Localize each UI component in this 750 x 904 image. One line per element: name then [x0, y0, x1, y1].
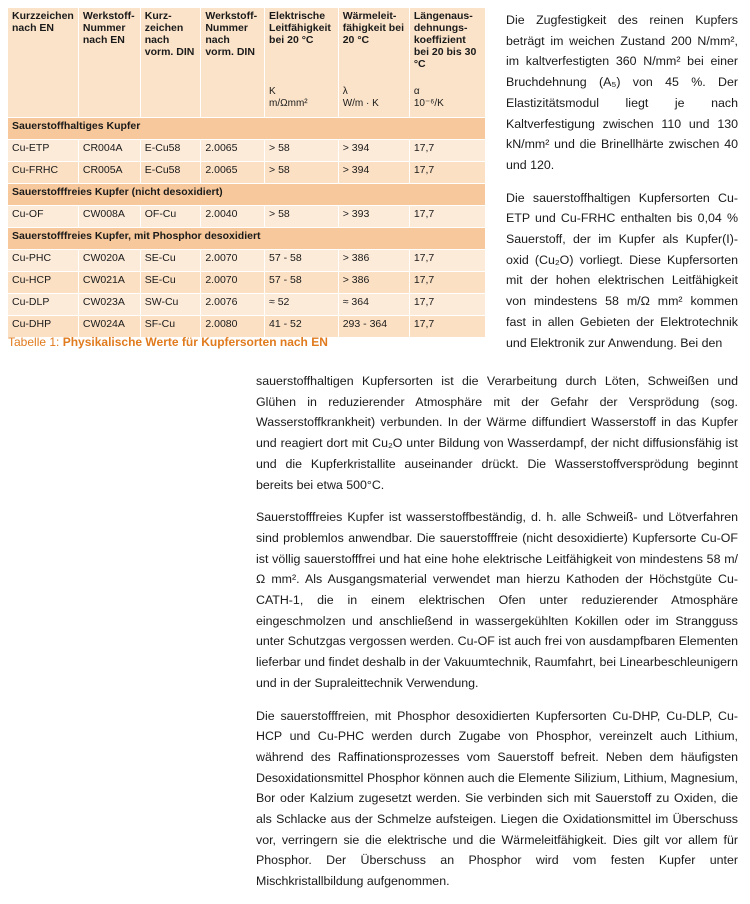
table-cell: 2.0070	[201, 272, 265, 294]
table-cell: OF-Cu	[140, 206, 201, 228]
column-header-label: Längenaus-dehnungs-koeffizient bei 20 bis 30 °C	[413, 10, 477, 70]
caption-title: Physikalische Werte für Kupfersorten nach EN	[62, 335, 328, 349]
table-row	[8, 140, 486, 162]
table-cell: 17,7	[409, 294, 485, 316]
table-cell: > 58	[265, 162, 339, 184]
table-cell: 2.0065	[201, 162, 265, 184]
table-cell: CR004A	[78, 140, 140, 162]
table-cell: E-Cu58	[140, 140, 201, 162]
physical-values-table	[8, 8, 486, 338]
table-cell: > 386	[338, 272, 409, 294]
table-cell: Cu-ETP	[8, 140, 78, 162]
column-header	[8, 8, 78, 118]
paragraph-hydrogen-embrittlement: sauerstoffhaltigen Kupfersorten ist die Verarbeitung durch Löten, Schweißen und Glühen in reduzierender Atmosphäre mit der Gefahr der Versprödung (sog. Wasserstoffkrankheit) verbunden. In der Wärme diffundiert Wasserstoff in das Kupfer und reagiert dort mit Cu₂O unter Bildung von Wasserdampf, der nicht diffusionsfähig ist und die Kupferkristallite auseinander drückt. Die Wasserstoffversprödung beginnt bereits bei etwa 500°C.	[256, 374, 738, 492]
column-header-label: Kurz-zeichen nach vorm. DIN	[144, 10, 195, 58]
table-row	[8, 272, 486, 294]
table-body	[8, 118, 486, 338]
table-cell: Cu-OF	[8, 206, 78, 228]
table-cell: > 386	[338, 250, 409, 272]
column-header-unit: K m/Ωmm²	[269, 86, 308, 109]
table-cell: CW008A	[78, 206, 140, 228]
table-cell: ≈ 364	[338, 294, 409, 316]
table-cell: E-Cu58	[140, 162, 201, 184]
table-cell: 41 - 52	[265, 316, 339, 338]
table-cell: > 58	[265, 206, 339, 228]
table-cell: 17,7	[409, 206, 485, 228]
table-cell: CW020A	[78, 250, 140, 272]
table-cell: > 393	[338, 206, 409, 228]
table-cell: 2.0040	[201, 206, 265, 228]
table-cell: 17,7	[409, 140, 485, 162]
column-header-label: Wärmeleit-fähigkeit bei 20 °C	[342, 10, 404, 46]
table-cell: > 394	[338, 140, 409, 162]
table-cell: 57 - 58	[265, 250, 339, 272]
column-header-unit: λ W/m · K	[342, 86, 379, 109]
paragraph-tensile-strength: Die Zugfestigkeit des reinen Kupfers beträgt im weichen Zustand 200 N/mm², im kaltverfestigten 360 N/mm² bei einer Bruchdehnung (A₅) von 45 %. Der Elastizitätsmodul liegt je nach Kaltverfestigung zwischen 110 und 130 kN/mm² und die Brinellhärte zwischen 40 und 120.	[506, 13, 738, 172]
table-cell: > 394	[338, 162, 409, 184]
table-row	[8, 206, 486, 228]
table-caption	[8, 335, 328, 349]
table-cell: 17,7	[409, 272, 485, 294]
table-cell: > 58	[265, 140, 339, 162]
body-text	[256, 371, 738, 904]
table-cell: CW023A	[78, 294, 140, 316]
table-cell: CW021A	[78, 272, 140, 294]
table-group-row	[8, 184, 486, 206]
table-group-row	[8, 228, 486, 250]
group-title: Sauerstofffreies Kupfer, mit Phosphor desoxidiert	[8, 228, 486, 250]
table-cell: 57 - 58	[265, 272, 339, 294]
column-header	[338, 8, 409, 118]
column-header-label: Werkstoff-Nummer nach vorm. DIN	[205, 10, 258, 58]
table-cell: 17,7	[409, 316, 485, 338]
column-header	[78, 8, 140, 118]
table-cell: 2.0080	[201, 316, 265, 338]
table-row	[8, 250, 486, 272]
right-column-text	[506, 10, 738, 365]
paragraph-oxygen-free: Sauerstofffreies Kupfer ist wasserstoffbeständig, d. h. alle Schweiß- und Lötverfahren sind problemlos anwendbar. Die sauerstofffreie (nicht desoxidierte) Kupfersorte Cu-OF ist völlig sauerstofffrei und hat eine hohe elektrische Leitfähigkeit von mindestens 58 m/Ω mm². Als Ausgangsmaterial verwendet man hierzu Kathoden der Höchstgüte Cu-CATH-1, die in einem elektrischen Ofen unter reduzierender Atmosphäre eingeschmolzen und anschließend in wassergekühlten Kokillen oder im Strangguss unter Schutzgas vergossen werden. Cu-OF ist auch frei von ausdampfbaren Elementen lieferbar und findet deshalb in der Vakuumtechnik, Raumfahrt, bei Linearbeschleunigern und in der Supraleittechnik Verwendung.	[256, 510, 738, 690]
table-cell: SW-Cu	[140, 294, 201, 316]
table-row	[8, 162, 486, 184]
column-header-label: Elektrische Leitfähigkeit bei 20 °C	[269, 10, 331, 46]
column-header	[265, 8, 339, 118]
table-cell: Cu-PHC	[8, 250, 78, 272]
table-cell: SF-Cu	[140, 316, 201, 338]
table-header-row	[8, 8, 486, 118]
caption-prefix: Tabelle 1:	[8, 335, 63, 349]
table-cell: Cu-DLP	[8, 294, 78, 316]
table-cell: Cu-HCP	[8, 272, 78, 294]
table-cell: 17,7	[409, 162, 485, 184]
table-cell: ≈ 52	[265, 294, 339, 316]
paragraph-oxygen-containing: Die sauerstoffhaltigen Kupfersorten Cu-ETP und Cu-FRHC enthalten bis 0,04 % Sauerstoff, der im Kupfer als Kupfer(I)-oxid (Cu₂O) vorliegt. Diese Kupfersorten mit der hohen elektrischen Leitfähigkeit von mindestens 58 m/Ω mm² kommen fast in allen Gebieten der Elektrotechnik und Elektronik zur Anwendung. Bei den	[506, 190, 738, 350]
table-row	[8, 294, 486, 316]
table-cell: Cu-DHP	[8, 316, 78, 338]
table-cell: 293 - 364	[338, 316, 409, 338]
paragraph-phosphor-deoxidized: Die sauerstofffreien, mit Phosphor desoxidierten Kupfersorten Cu-DHP, Cu-DLP, Cu-HCP und Cu-PHC werden durch Zugabe von Phosphor, vereinzelt auch Lithium, während des Raffinationsprozesses vom Sauerstoff befreit. Neben dem häufigsten Desoxidationsmittel Phosphor können auch die Elemente Silizium, Lithium, Magnesium, Bor oder Kalzium zugesetzt werden. Sie verbinden sich mit Sauerstoff zu Oxiden, die als Schlacke aus der Schmelze aufsteigen. Liegen die Oxidationsmittel im Überschuss vor, verringern sie die elektrische und die Wärmeleitfähigkeit. Dies gilt vor allem für Phosphor. Der Überschuss an Phosphor wird vom festen Kupfer unter Mischkristallbildung aufgenommen.	[256, 708, 738, 889]
column-header-label: Werkstoff-Nummer nach EN	[82, 10, 135, 46]
table-cell: SE-Cu	[140, 272, 201, 294]
column-header-unit: α 10⁻⁶/K	[413, 86, 444, 109]
table-cell: 2.0076	[201, 294, 265, 316]
table-cell: CR005A	[78, 162, 140, 184]
column-header	[201, 8, 265, 118]
group-title: Sauerstoffhaltiges Kupfer	[8, 118, 486, 140]
table-cell: 2.0065	[201, 140, 265, 162]
column-header	[409, 8, 485, 118]
table-cell: SE-Cu	[140, 250, 201, 272]
table-group-row	[8, 118, 486, 140]
table-cell: CW024A	[78, 316, 140, 338]
table-cell: Cu-FRHC	[8, 162, 78, 184]
column-header-label: Kurzzeichen nach EN	[12, 10, 74, 34]
column-header	[140, 8, 201, 118]
table-cell: 2.0070	[201, 250, 265, 272]
group-title: Sauerstofffreies Kupfer (nicht desoxidiert)	[8, 184, 486, 206]
table-cell: 17,7	[409, 250, 485, 272]
